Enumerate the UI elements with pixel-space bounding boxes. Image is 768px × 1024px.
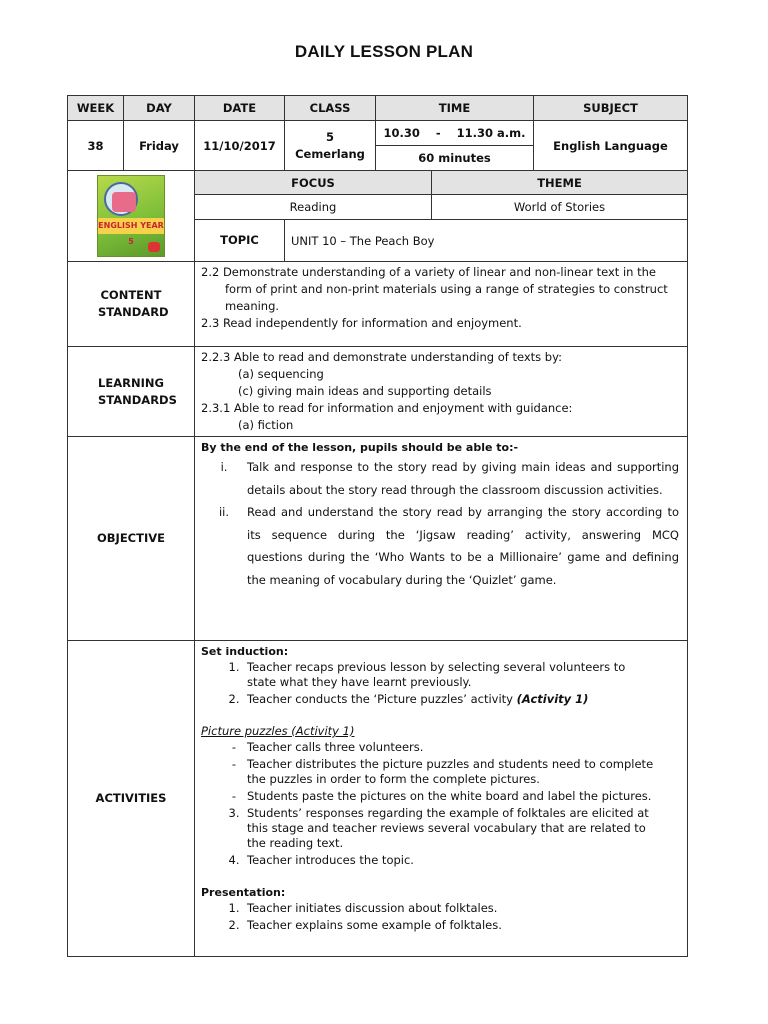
- header-subject: SUBJECT: [534, 96, 688, 121]
- activities-label: ACTIVITIES: [68, 641, 195, 957]
- textbook-cover-image: [97, 175, 165, 257]
- list-item: 4. Teacher introduces the topic.: [228, 853, 414, 867]
- header-time: TIME: [376, 96, 534, 121]
- ls-line: 2.3.1 Able to read for information and enjoyment with guidance:: [201, 401, 573, 415]
- puzzle-heading: Picture puzzles (Activity 1): [201, 724, 355, 738]
- duration-value: 60 minutes: [376, 146, 534, 171]
- list-item: - Students paste the pictures on the white board and label the pictures.: [231, 789, 652, 803]
- theme-label: THEME: [432, 171, 688, 195]
- objective-item: ii. Read and understand the story read by arranging the story according to its sequence during the ‘Jigsaw reading’ activity, answering MCQ questions during the ‘Who Wants to be a Millionaire’ game and defining the meaning of vocabulary during the ‘Quizlet’ game.: [218, 505, 679, 587]
- ls-line: (c) giving main ideas and supporting details: [238, 384, 492, 398]
- header-day: DAY: [124, 96, 195, 121]
- page-title: DAILY LESSON PLAN: [294, 42, 474, 61]
- header-date: DATE: [195, 96, 285, 121]
- list-item: 2. Teacher explains some example of folktales.: [228, 918, 502, 932]
- cover-title: ENGLISH YEAR 5: [98, 218, 164, 234]
- list-item: - Teacher distributes the picture puzzles and students need to complete the puzzles in order to form the complete pictures.: [231, 757, 654, 786]
- day-value: Friday: [124, 121, 195, 171]
- learning-standards-label: LEARNING STANDARDS: [68, 347, 195, 437]
- learning-standards-text: [195, 347, 688, 437]
- textbook-cover-cell: [68, 171, 195, 262]
- subject-value: English Language: [534, 121, 688, 171]
- date-value: 11/10/2017: [195, 121, 285, 171]
- activities-text: [195, 641, 688, 957]
- objective-item: i. Talk and response to the story read by giving main ideas and supporting details about the story read through the classroom discussion activities.: [220, 460, 679, 497]
- objective-label: OBJECTIVE: [68, 437, 195, 641]
- content-standard-text: [195, 262, 688, 347]
- objective-text: [195, 437, 688, 641]
- week-value: 38: [68, 121, 124, 171]
- content-standard-item: 2.2 Demonstrate understanding of a variety of linear and non-linear text in the form of print and non-print materials using a range of strategies to construct meaning.: [201, 265, 668, 313]
- set-induction-heading: Set induction:: [201, 645, 289, 658]
- list-item: 1. Teacher recaps previous lesson by selecting several volunteers to state what they have learnt previously.: [228, 660, 626, 689]
- presentation-heading: Presentation:: [201, 886, 286, 899]
- ls-line: 2.2.3 Able to read and demonstrate understanding of texts by:: [201, 350, 562, 364]
- list-item: 2. Teacher conducts the ‘Picture puzzles’ activity (Activity 1): [228, 692, 589, 706]
- class-value: 5 Cemerlang: [285, 121, 376, 171]
- focus-value: Reading: [195, 195, 432, 220]
- content-standard-item: 2.3 Read independently for information and enjoyment.: [201, 316, 522, 330]
- list-item: - Teacher calls three volunteers.: [231, 740, 424, 754]
- ls-line: (a) sequencing: [238, 367, 324, 381]
- header-class: CLASS: [285, 96, 376, 121]
- header-week: WEEK: [68, 96, 124, 121]
- topic-value: UNIT 10 – The Peach Boy: [285, 220, 688, 262]
- content-standard-label: CONTENT STANDARD: [68, 262, 195, 347]
- list-item: 3. Students’ responses regarding the example of folktales are elicited at this stage and teacher reviews several vocabulary that are related to the reading text.: [228, 806, 649, 850]
- topic-label: TOPIC: [195, 220, 285, 262]
- time-value: 10.30 - 11.30 a.m.: [376, 121, 534, 146]
- objective-list: [201, 456, 679, 591]
- focus-label: FOCUS: [195, 171, 432, 195]
- ls-line: (a) fiction: [238, 418, 294, 432]
- objective-intro: By the end of the lesson, pupils should be able to:-: [201, 441, 519, 454]
- list-item: 1. Teacher initiates discussion about folktales.: [228, 901, 498, 915]
- lesson-plan-table: [67, 95, 688, 957]
- theme-value: World of Stories: [432, 195, 688, 220]
